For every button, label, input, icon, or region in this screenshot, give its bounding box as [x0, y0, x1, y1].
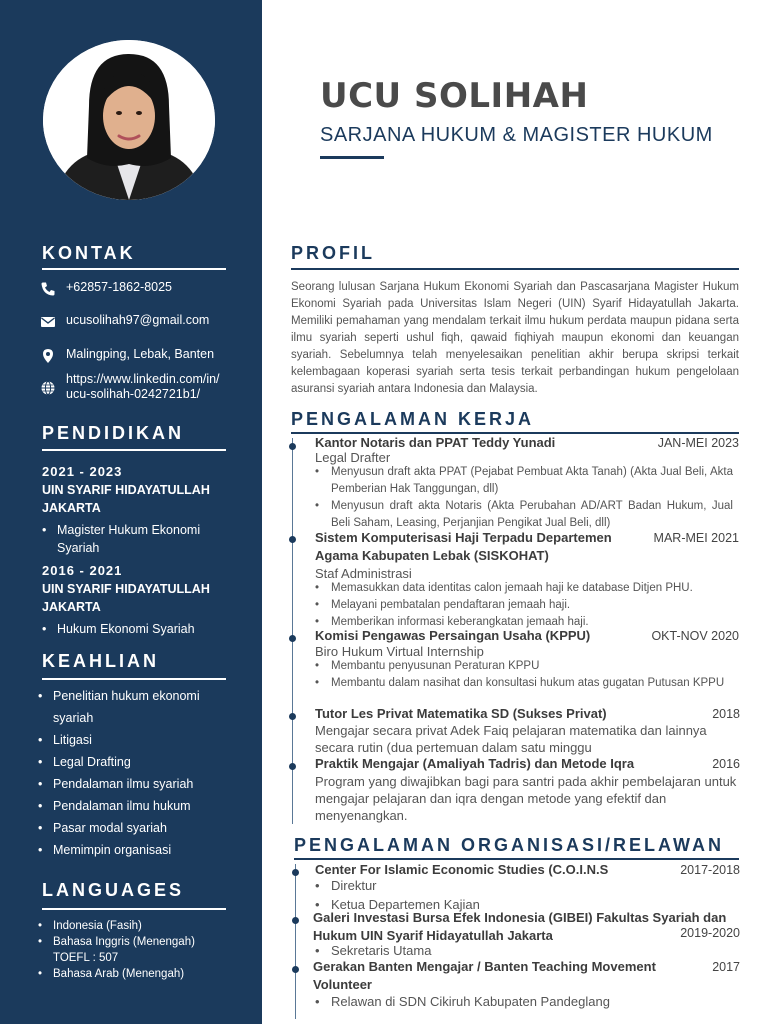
timeline-dot: [289, 713, 296, 720]
list-item: • Pendalaman ilmu hukum: [38, 795, 238, 817]
contact-divider: [42, 268, 226, 270]
education-divider: [42, 449, 226, 451]
timeline-dot: [292, 966, 299, 973]
list-item: • Melayani pembatalan pendaftaran jemaah haji.: [315, 597, 740, 614]
work-entry-title: Komisi Pengawas Persaingan Usaha (KPPU): [315, 628, 591, 643]
organization-divider: [294, 858, 739, 860]
timeline-dot: [292, 917, 299, 924]
work-entry-title: Praktik Mengajar (Amaliyah Tadris) dan Metode Iqra: [315, 756, 635, 771]
work-entry-bullets: [315, 580, 740, 631]
languages-heading: LANGUAGES: [42, 880, 185, 900]
timeline-dot: [289, 443, 296, 450]
work-entry-title: Kantor Notaris dan PPAT Teddy Yunadi: [315, 435, 556, 450]
list-item: • Menyusun draft akta PPAT (Pejabat Pembuat Akta Tanah) (Akta Jual Beli, Akta Pemberian Hak Tanggungan, dll): [315, 464, 733, 498]
education-period: 2021 - 2023: [42, 464, 123, 479]
organization-timeline-line: [295, 864, 296, 1019]
organization-entry-title: Galeri Investasi Bursa Efek Indonesia (GIBEI) Fakultas Syariah dan Hukum UIN Syarif Hidayatullah Jakarta: [313, 910, 727, 943]
work-entry-description: Program yang diwajibkan bagi para santri pada akhir pembelajaran untuk mengajar pelajaran dan iqra dengan metode yang efektif dan menyenangkan.: [315, 774, 737, 823]
work-entry-role: Legal Drafter: [315, 450, 391, 465]
work-entry-date: OKT-NOV 2020: [651, 629, 739, 643]
list-item: • Pasar modal syariah: [38, 817, 238, 839]
work-entry-role: Staf Administrasi: [315, 566, 412, 581]
name-underline: [320, 156, 384, 159]
profile-divider: [291, 268, 739, 270]
candidate-name: UCU SOLIHAH: [320, 76, 589, 116]
contact-email: [40, 313, 230, 330]
list-item: • Bahasa Arab (Menengah): [38, 966, 210, 982]
skills-divider: [42, 678, 226, 680]
contact-linkedin: [40, 372, 230, 402]
contact-phone: [40, 280, 230, 297]
list-item: • Memimpin organisasi: [38, 839, 238, 861]
list-item: • Pendalaman ilmu syariah: [38, 773, 238, 795]
organization-entry-title: Gerakan Banten Mengajar / Banten Teaching Movement Volunteer: [313, 959, 656, 992]
organization-entry-date: 2019-2020: [680, 926, 740, 940]
envelope-icon: [40, 314, 56, 330]
profile-photo: [43, 40, 215, 200]
education-school: UIN SYARIF HIDAYATULLAH JAKARTA: [42, 582, 210, 614]
list-item: • Memberikan informasi keberangkatan jemaah haji.: [315, 614, 740, 631]
phone-number[interactable]: +62857-1862-8025: [66, 280, 172, 294]
skills-list: [38, 685, 238, 861]
list-item: • Membantu dalam nasihat dan konsultasi hukum atas gugatan Putusan KPPU: [315, 675, 733, 692]
timeline-dot: [289, 536, 296, 543]
list-item: • Indonesia (Fasih): [38, 918, 210, 934]
work-entry-role: Biro Hukum Virtual Internship: [315, 644, 484, 659]
email-address[interactable]: ucusolihah97@gmail.com: [66, 313, 210, 327]
list-item: • Legal Drafting: [38, 751, 238, 773]
work-heading: PENGALAMAN KERJA: [291, 409, 535, 429]
timeline-dot: [292, 869, 299, 876]
languages-divider: [42, 908, 226, 910]
list-item: • Relawan di SDN Cikiruh Kabupaten Pandeglang: [315, 993, 675, 1010]
organization-heading: PENGALAMAN ORGANISASI/RELAWAN: [294, 835, 725, 855]
list-item: • Ketua Departemen Kajian: [315, 896, 615, 913]
list-item: • Bahasa Inggris (Menengah) TOEFL : 507: [38, 934, 210, 966]
list-item: • Direktur: [315, 877, 615, 894]
skills-heading: KEAHLIAN: [42, 651, 159, 671]
contact-location: [40, 347, 230, 364]
list-item: • Litigasi: [38, 729, 238, 751]
sidebar: [0, 0, 262, 1024]
location-text: Malingping, Lebak, Banten: [66, 347, 215, 361]
globe-icon: [40, 380, 56, 396]
organization-entry-date: 2017: [712, 960, 740, 974]
organization-entry-bullets: [315, 877, 615, 913]
timeline-dot: [289, 635, 296, 642]
list-item: • Membantu penyusunan Peraturan KPPU: [315, 658, 733, 675]
profile-heading: PROFIL: [291, 243, 375, 263]
list-item: • Memasukkan data identitas calon jemaah haji ke database Ditjen PHU.: [315, 580, 740, 597]
work-entry-date: 2018: [712, 707, 740, 721]
work-entry-description: Mengajar secara privat Adek Faiq pelajaran matematika dan lainnya secara rutin (dua pertemuan dalam satu minggu: [315, 723, 707, 755]
linkedin-url[interactable]: https://www.linkedin.com/in/ucu-solihah-0242721b1/: [66, 372, 220, 401]
education-program-list: [42, 620, 232, 638]
list-item: • Sekretaris Utama: [315, 942, 615, 959]
list-item: • Hukum Ekonomi Syariah: [42, 620, 232, 638]
work-entry-date: MAR-MEI 2021: [653, 531, 739, 545]
contact-heading: KONTAK: [42, 243, 136, 263]
organization-entry-date: 2017-2018: [680, 863, 740, 877]
organization-entry-title: Center For Islamic Economic Studies (C.O.I.N.S: [315, 862, 609, 877]
work-entry-date: JAN-MEI 2023: [657, 436, 739, 450]
map-pin-icon: [40, 348, 56, 364]
list-item: • Menyusun draft akta Notaris (Akta Perubahan AD/ART Badan Hukum, Jual Beli Saham, Leasing, Perjanjian Pengikat Jual Beli, dll): [315, 498, 733, 532]
timeline-dot: [289, 763, 296, 770]
languages-list: [38, 918, 210, 982]
work-entry-bullets: [315, 464, 733, 532]
education-period: 2016 - 2021: [42, 563, 123, 578]
work-entry-date: 2016: [712, 757, 740, 771]
work-entry-title: Tutor Les Privat Matematika SD (Sukses Privat): [315, 706, 607, 721]
candidate-subtitle: SARJANA HUKUM & MAGISTER HUKUM: [320, 124, 713, 146]
phone-icon: [40, 281, 56, 297]
organization-entry-bullets: [315, 993, 675, 1010]
work-entry-bullets: [315, 658, 733, 692]
list-item: • Penelitian hukum ekonomi syariah: [38, 685, 238, 729]
list-item: • Magister Hukum Ekonomi Syariah: [42, 521, 232, 557]
education-heading: PENDIDIKAN: [42, 423, 185, 443]
education-program-list: [42, 521, 232, 557]
organization-entry-bullets: [315, 942, 615, 959]
work-entry-title: Sistem Komputerisasi Haji Terpadu Departemen Agama Kabupaten Lebak (SISKOHAT): [315, 530, 612, 563]
profile-summary: Seorang lulusan Sarjana Hukum Ekonomi Syariah dan Pascasarjana Magister Hukum Ekonomi Syariah pada Universitas Islam Negeri (UIN) Syarif Hidayatullah Jakarta. Memiliki pemahaman yang mendalam terkait ilmu hukum perdata maupun pidana serta ilmu syariah seperti ushul fiqh, qawaid fiqhiyah maupun ekonomi dan keuangan syariah. Sebelumnya telah menyelesaikan penelitian akhir berupa skripsi terkait kelembagaan koperasi syariah serta tesis terkait perbandingan hukum pengelolaan asuransi syariah antara Indonesia dan Malaysia.: [291, 281, 739, 395]
education-school: UIN SYARIF HIDAYATULLAH JAKARTA: [42, 483, 210, 515]
